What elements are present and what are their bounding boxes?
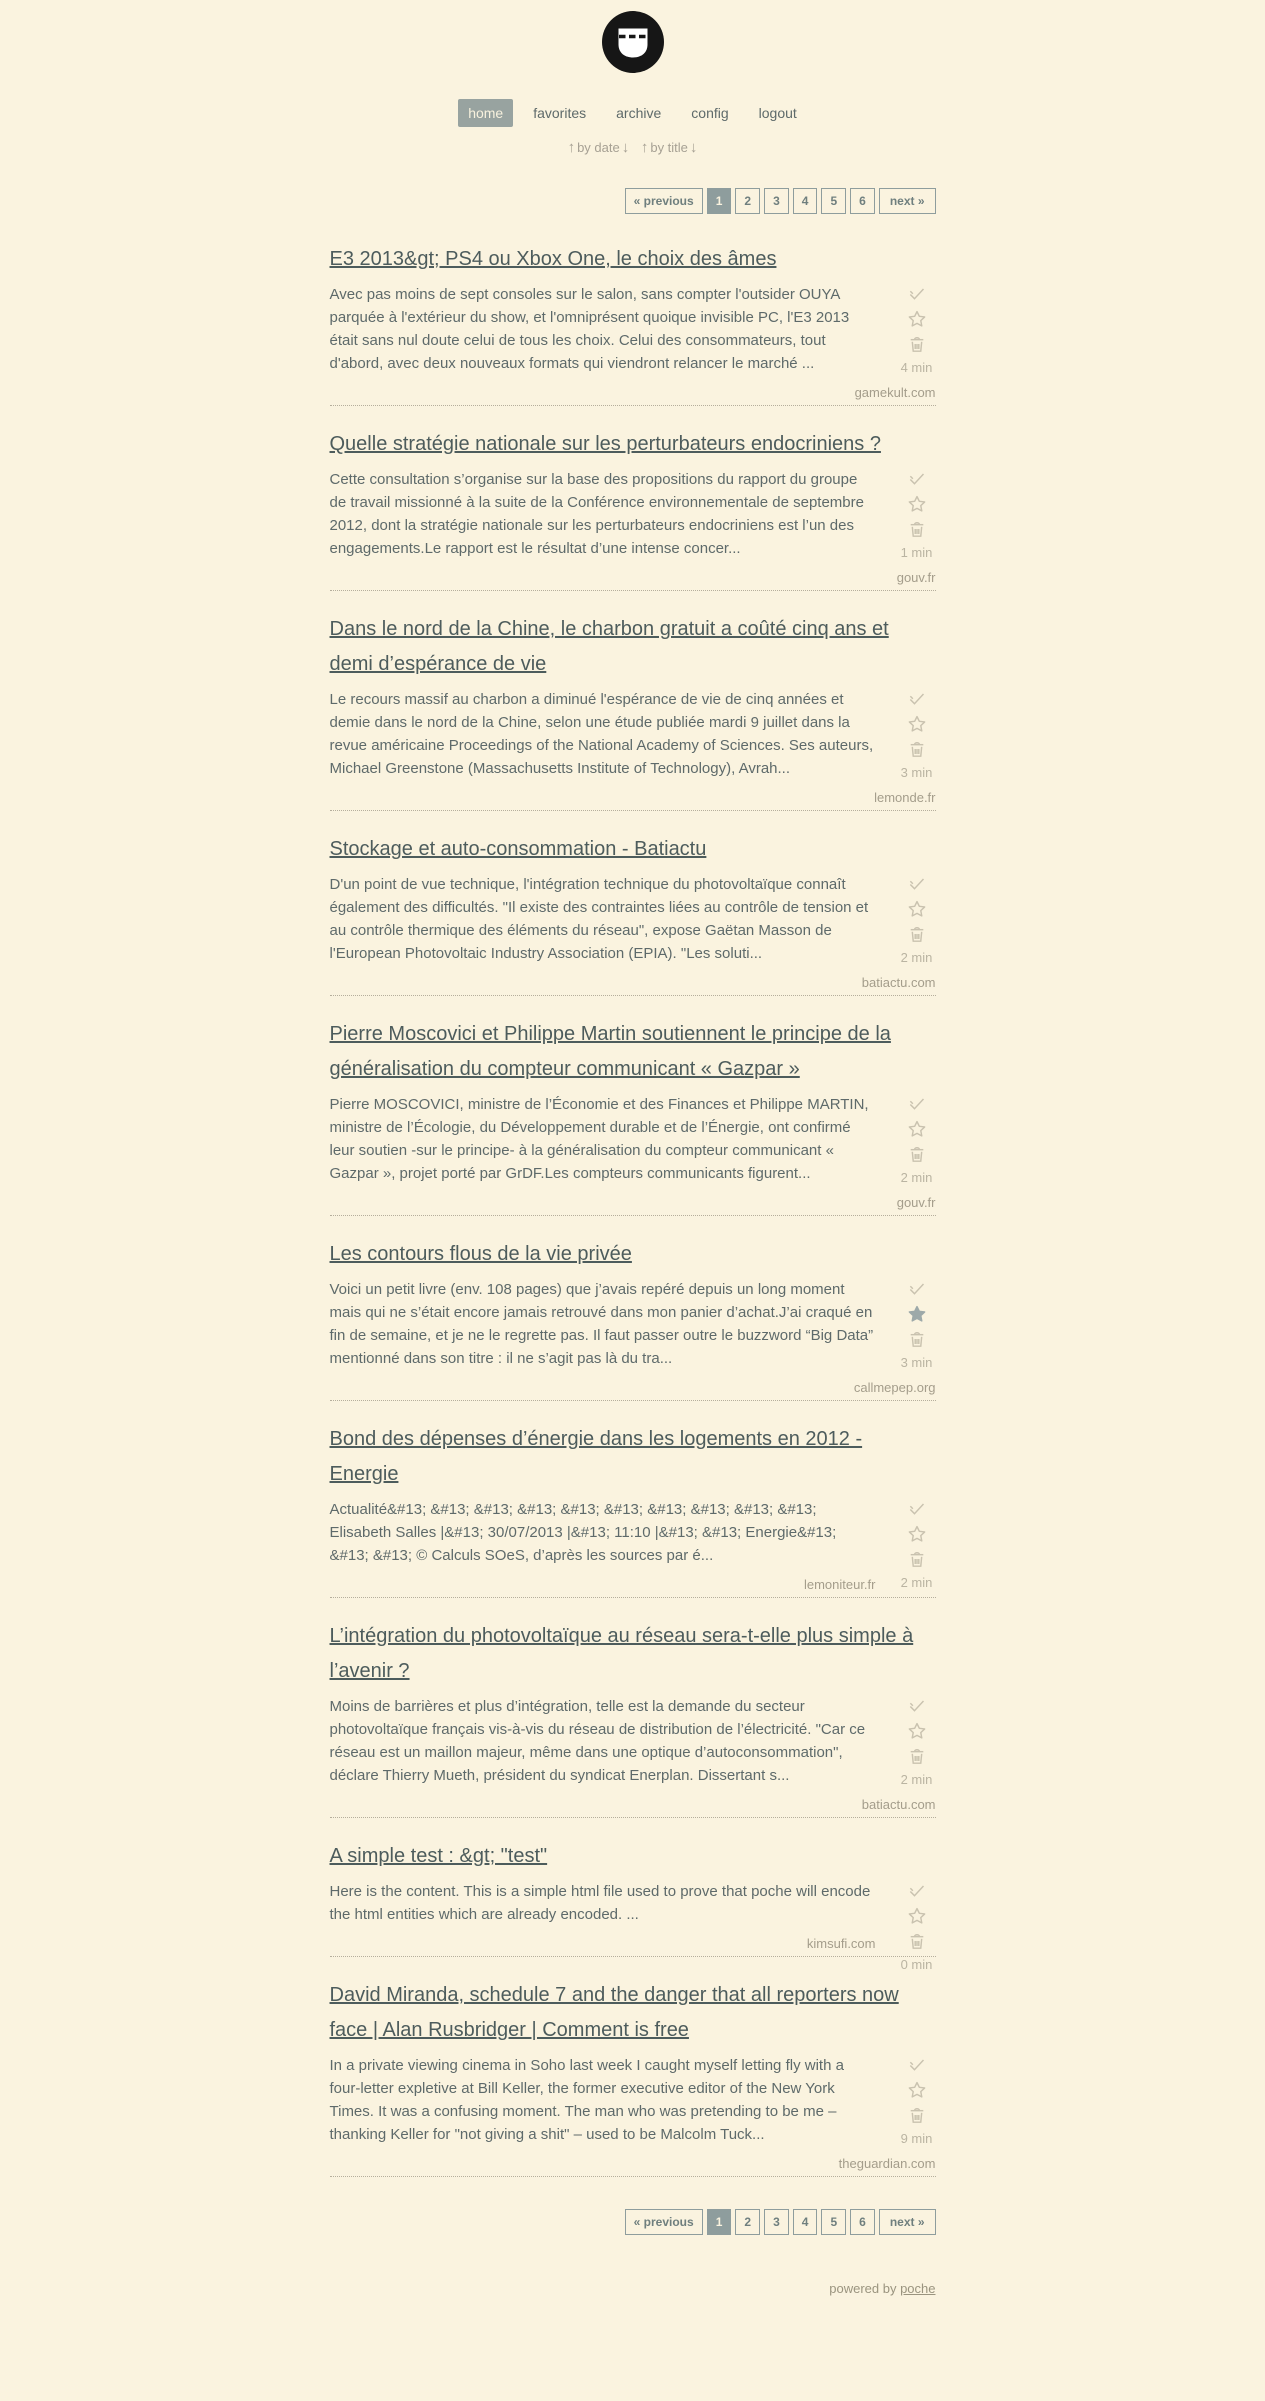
reading-time: 1 min [900,545,933,560]
page-number-button[interactable]: 6 [850,188,875,214]
double-check-icon [908,1095,926,1113]
article-source: lemoniteur.fr [803,1577,876,1592]
mark-as-read-button[interactable] [908,470,926,488]
previous-page-button: « previous [625,2209,703,2235]
double-check-icon [908,1697,926,1715]
powered-by-text: powered by [829,2281,897,2296]
mark-as-read-button[interactable] [908,690,926,708]
sort-title-asc-arrow[interactable]: ↑ [640,139,649,156]
star-icon [908,1722,926,1740]
article-title-link[interactable]: E3 2013&gt; PS4 ou Xbox One, le choix des âmes [329,248,777,270]
article-entry [330,1422,936,1598]
trash-icon [908,1330,926,1348]
nav-item-archive[interactable]: archive [616,105,662,121]
star-icon [908,1907,926,1925]
star-icon [908,1120,926,1138]
favorite-toggle-button[interactable] [908,1722,926,1740]
sort-title-desc-arrow[interactable]: ↓ [689,139,698,156]
mark-as-read-button[interactable] [908,1280,926,1298]
double-check-icon [908,1500,926,1518]
sort-bar [330,139,936,156]
favorite-toggle-button[interactable] [908,2081,926,2099]
reading-time: 3 min [900,1355,933,1370]
article-excerpt: Voici un petit livre (env. 108 pages) que j’avais repéré depuis un long moment mais qui ne s’était encore jamais retrouvé dans mon panier d’achat.J’ai craqué en fin de semaine, et je ne le regrette pas. Il faut passer outre le buzzword “Big Data” mentionné dans son titre : il ne s’agit pas là du tra... [329,1281,874,1367]
article-title-link[interactable]: Les contours flous de la vie privée [329,1243,632,1265]
nav-item-config[interactable]: config [691,105,729,121]
delete-button[interactable] [908,335,926,353]
article-entry [330,1017,936,1216]
reading-time: 2 min [900,950,933,965]
entry-tools [898,1498,936,1590]
double-check-icon [908,470,926,488]
page-number-button[interactable]: 3 [764,188,789,214]
article-entry [330,1978,936,2177]
article-excerpt: Avec pas moins de sept consoles sur le salon, sans compter l'outsider OUYA parquée à l'extérieur du show, et l'omniprésent quoique invisible PC, l'E3 2013 était sans nul doute celui de tous les choix. Celui des consommateurs, tout d'abord, avec deux nouveaux formats qui viendront relancer le marché ... [329,286,850,372]
favorite-toggle-button[interactable] [908,1525,926,1543]
entry-tools [898,1093,936,1185]
trash-icon [908,335,926,353]
page-number-button[interactable]: 5 [821,188,846,214]
pagination-bottom [330,2209,936,2235]
favorite-toggle-button[interactable] [908,900,926,918]
delete-button[interactable] [908,1550,926,1568]
page-number-button[interactable]: 5 [821,2209,846,2235]
article-entry [330,832,936,996]
mark-as-read-button[interactable] [908,875,926,893]
next-page-button[interactable]: next » [879,2209,936,2235]
delete-button[interactable] [908,740,926,758]
sort-by-date [568,140,630,155]
double-check-icon [908,2056,926,2074]
article-title-link[interactable]: A simple test : &gt; "test" [329,1845,548,1867]
delete-button[interactable] [908,1932,926,1950]
nav-item-logout[interactable]: logout [758,105,797,121]
entry-tools [898,283,936,375]
mark-as-read-button[interactable] [908,285,926,303]
sort-date-asc-arrow[interactable]: ↑ [567,139,576,156]
star-icon [908,1305,926,1323]
pagination-top [330,188,936,214]
favorite-toggle-button[interactable] [908,495,926,513]
poche-footer-link[interactable]: poche [900,2281,936,2296]
article-title-link[interactable]: Pierre Moscovici et Philippe Martin soutiennent le principe de la généralisation du compteur communicant « Gazpar » [329,1023,891,1080]
star-icon [908,495,926,513]
nav-item-favorites[interactable]: favorites [533,105,587,121]
article-entry [329,1839,936,1972]
article-entry [330,612,936,811]
trash-icon [908,520,926,538]
page-container [330,0,936,2310]
trash-icon [908,1747,926,1765]
article-title-link[interactable]: Quelle stratégie nationale sur les perturbateurs endocriniens ? [329,433,881,455]
delete-button[interactable] [908,925,926,943]
trash-icon [908,740,926,758]
article-source: lemonde.fr [874,790,936,805]
article-title-link[interactable]: David Miranda, schedule 7 and the danger that all reporters now face | Alan Rusbridger | Comment is free [329,1984,899,2041]
double-check-icon [908,875,926,893]
article-excerpt: Cette consultation s’organise sur la base des propositions du rapport du groupe de travail missionné à la suite de la Conférence environnementale de septembre 2012, dont la stratégie nationale sur les perturbateurs endocriniens est l’un des engagements.Le rapport est le résultat d’une intense concer... [329,471,864,557]
previous-page-button: « previous [625,188,703,214]
favorite-toggle-button[interactable] [908,1120,926,1138]
mark-as-read-button[interactable] [908,2056,926,2074]
article-source: batiactu.com [861,1797,936,1812]
page-number-button[interactable]: 2 [735,188,760,214]
delete-button[interactable] [908,520,926,538]
mark-as-read-button[interactable] [908,1500,926,1518]
article-excerpt: Here is the content. This is a simple html file used to prove that poche will encode the html entities which are already encoded. ... [329,1883,871,1923]
header [330,0,936,79]
entry-tools [898,1278,936,1370]
mark-as-read-button[interactable] [908,1697,926,1715]
article-source: batiactu.com [861,975,936,990]
favorite-toggle-button[interactable] [908,1907,926,1925]
article-excerpt: Le recours massif au charbon a diminué l'espérance de vie de cinq années et demie dans le nord de la Chine, selon une étude publiée mardi 9 juillet dans la revue américaine Proceedings of the National Academy of Sciences. Ses auteurs, Michael Greenstone (Massachusetts Institute of Technology), Avrah... [329,691,874,777]
next-page-button[interactable]: next » [879,188,936,214]
footer [330,2281,936,2296]
entry-tools [898,468,936,560]
double-check-icon [908,690,926,708]
article-title-link[interactable]: L’intégration du photovoltaïque au réseau sera-t-elle plus simple à l’avenir ? [329,1625,914,1682]
entry-tools [898,688,936,780]
page-number-button[interactable]: 1 [707,188,732,214]
trash-icon [908,2106,926,2124]
star-icon [908,1525,926,1543]
double-check-icon [908,285,926,303]
page-number-button[interactable]: 3 [764,2209,789,2235]
article-source: gamekult.com [854,385,936,400]
entry-tools [898,1880,936,1972]
article-source: gouv.fr [896,570,936,585]
article-source: kimsufi.com [806,1936,876,1951]
article-excerpt: Pierre MOSCOVICI, ministre de l’Économie et des Finances et Philippe MARTIN, ministre de l’Écologie, du Développement durable et de l’Énergie, ont confirmé leur soutien -sur le principe- à la généralisation du compteur communicant « Gazpar », projet porté par GrDF.Les compteurs communicants figurent... [329,1096,869,1182]
page-number-button[interactable]: 1 [707,2209,732,2235]
article-entry [330,427,936,591]
reading-time: 3 min [900,765,933,780]
sort-date-label: by date [577,140,620,155]
article-excerpt: Moins de barrières et plus d’intégration, telle est la demande du secteur photovoltaïque français vis-à-vis du réseau de distribution de l’électricité. "Car ce réseau est un maillon majeur, même dans une optique d’autoconsommation", déclare Thierry Mueth, président du syndicat Enerplan. Dissertant s... [329,1698,866,1784]
article-title-link[interactable]: Stockage et auto-consommation - Batiactu [329,838,707,860]
reading-time: 4 min [900,360,933,375]
poche-logo-link[interactable] [601,10,665,74]
reading-time: 2 min [900,1170,933,1185]
page-number-button[interactable]: 4 [793,2209,818,2235]
entry-tools [898,1695,936,1787]
article-list [330,242,936,2177]
mark-as-read-button[interactable] [908,1095,926,1113]
page-number-button[interactable]: 4 [793,188,818,214]
trash-icon [908,1550,926,1568]
reading-time: 9 min [900,2131,933,2146]
mark-as-read-button[interactable] [908,1882,926,1900]
reading-time: 0 min [900,1957,933,1972]
article-title-link[interactable]: Dans le nord de la Chine, le charbon gratuit a coûté cinq ans et demi d’espérance de vie [329,618,889,675]
delete-button[interactable] [908,1330,926,1348]
article-entry [330,1237,936,1401]
star-icon [908,2081,926,2099]
entry-tools [898,2054,936,2146]
entry-tools [898,873,936,965]
star-icon [908,715,926,733]
favorite-toggle-button[interactable] [908,310,926,328]
double-check-icon [908,1882,926,1900]
delete-button[interactable] [908,2106,926,2124]
article-excerpt: D'un point de vue technique, l'intégration technique du photovoltaïque connaît également des difficultés. "Il existe des contraintes liées au contrôle de tension et au contrôle thermique des éléments du réseau", expose Gaëtan Masson de l'European Photovoltaic Industry Association (EPIA). "Les soluti... [329,876,869,962]
delete-button[interactable] [908,1145,926,1163]
article-entry [330,1619,936,1818]
sort-title-label: by title [650,140,688,155]
page-number-button[interactable]: 2 [735,2209,760,2235]
article-excerpt: Actualité&#13; &#13; &#13; &#13; &#13; &#13; &#13; &#13; &#13; &#13; Elisabeth Salles |&#13; 30/07/2013 |&#13; 11:10 |&#13; &#13; Energie&#13; &#13; &#13; © Calculs SOeS, d’après les sources par é... [329,1501,837,1564]
article-source: gouv.fr [896,1195,936,1210]
sort-date-desc-arrow[interactable]: ↓ [621,139,630,156]
article-source: theguardian.com [838,2156,936,2171]
double-check-icon [908,1280,926,1298]
article-entry [330,242,936,406]
reading-time: 2 min [900,1575,933,1590]
trash-icon [908,1932,926,1950]
reading-time: 2 min [900,1772,933,1787]
star-icon [908,900,926,918]
delete-button[interactable] [908,1747,926,1765]
favorite-toggle-button[interactable] [908,715,926,733]
sort-by-title [641,140,698,155]
favorite-toggle-button[interactable] [908,1305,926,1323]
trash-icon [908,925,926,943]
article-excerpt: In a private viewing cinema in Soho last week I caught myself letting fly with a four-letter expletive at Bill Keller, the former executive editor of the New York Times. It was a confusing moment. The man who was pretending to be me – thanking Keller for "not giving a shit" – used to be Malcolm Tuck... [329,2057,844,2143]
trash-icon [908,1145,926,1163]
article-source: callmepep.org [853,1380,936,1395]
star-icon [908,310,926,328]
pocket-icon [601,10,665,74]
nav-item-home[interactable]: home [458,99,513,127]
page-number-button[interactable]: 6 [850,2209,875,2235]
article-title-link[interactable]: Bond des dépenses d’énergie dans les logements en 2012 - Energie [329,1428,863,1485]
main-nav [330,99,936,127]
